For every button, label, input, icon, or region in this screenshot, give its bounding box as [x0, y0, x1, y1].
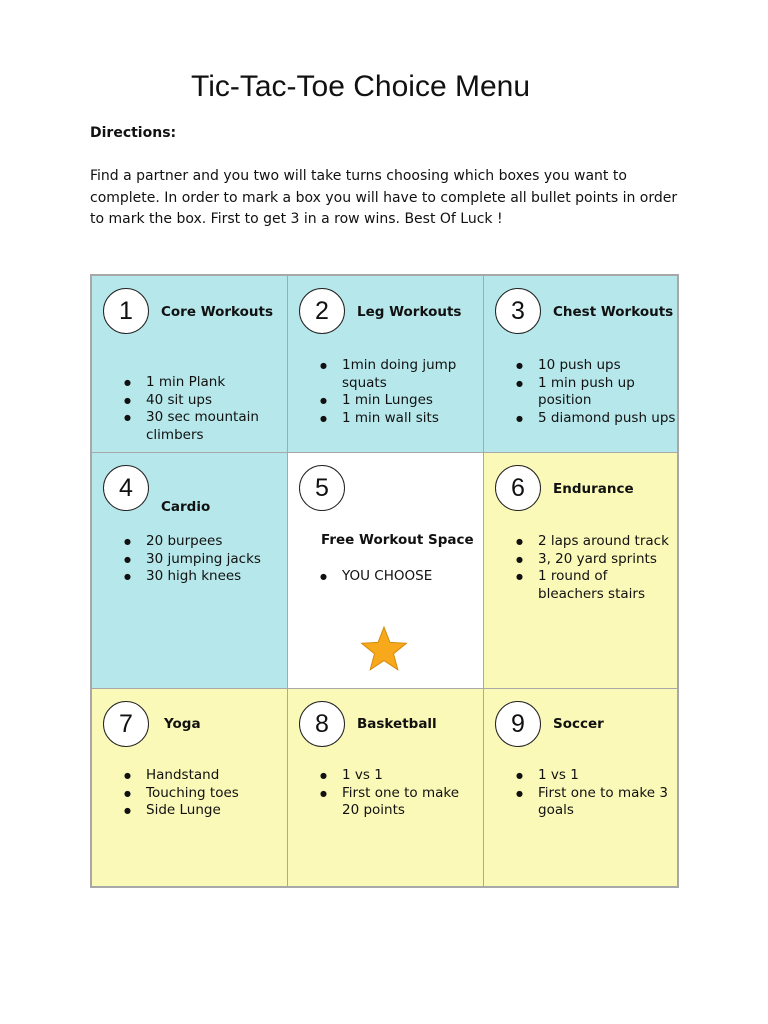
cell-heading: Yoga [164, 716, 201, 732]
list-item: ● 30 high knees [146, 568, 261, 586]
cell-3[interactable] [484, 276, 677, 453]
cell-heading: Chest Workouts [553, 304, 674, 320]
list-item: ● 3, 20 yard sprints [538, 551, 669, 569]
cell-number-badge: 4 [103, 465, 149, 511]
cell-7[interactable] [92, 689, 288, 886]
cell-2[interactable] [288, 276, 484, 453]
cell-heading: Core Workouts [161, 304, 274, 320]
cell-9[interactable] [484, 689, 677, 886]
list-item: ● 1 vs 1 [538, 767, 668, 785]
cell-number-badge: 5 [299, 465, 345, 511]
list-item: ● 1 vs 1 [342, 767, 477, 785]
bullet-list [538, 533, 669, 603]
page-title: Tic-Tac-Toe Choice Menu [191, 70, 531, 103]
bullet-list [538, 357, 675, 427]
list-item: ● YOU CHOOSE [342, 568, 432, 586]
cell-heading: Basketball [357, 716, 437, 732]
cell-heading: Soccer [553, 716, 604, 732]
list-item: ● 10 push ups [538, 357, 675, 375]
directions-label: Directions: [90, 125, 177, 141]
cell-6[interactable] [484, 453, 677, 689]
list-item: ● 1 min push up position [538, 375, 648, 410]
bullet-list [146, 533, 261, 586]
cell-number-badge: 2 [299, 288, 345, 334]
list-item: ● 40 sit ups [146, 392, 266, 410]
list-item: ● 20 burpees [146, 533, 261, 551]
cell-number-badge: 9 [495, 701, 541, 747]
star-icon [360, 625, 408, 673]
cell-heading: Cardio [161, 499, 211, 515]
cell-number-badge: 1 [103, 288, 149, 334]
list-item: ● 1 min wall sits [342, 410, 462, 428]
choice-grid [90, 274, 679, 888]
bullet-list [146, 767, 239, 820]
bullet-list [538, 767, 668, 820]
cell-number-badge: 3 [495, 288, 541, 334]
cell-4[interactable] [92, 453, 288, 689]
bullet-list [342, 767, 477, 820]
cell-number-badge: 7 [103, 701, 149, 747]
list-item: ● 1 min Plank [146, 374, 266, 392]
list-item: ● First one to make 3 goals [538, 785, 668, 820]
list-item: ● Touching toes [146, 785, 239, 803]
bullet-list [342, 357, 462, 427]
list-item: ● 1 min Lunges [342, 392, 462, 410]
cell-number-badge: 8 [299, 701, 345, 747]
list-item: ● 2 laps around track [538, 533, 669, 551]
list-item: ● Handstand [146, 767, 239, 785]
directions-text: Find a partner and you two will take turns choosing which boxes you want to complete. In order to mark a box you will have to complete all bullet points in order to mark the box. First to get 3 in a row wins. Best Of Luck ! [90, 168, 678, 227]
list-item: ● 1 round of bleachers stairs [538, 568, 648, 603]
cell-5[interactable] [288, 453, 484, 689]
cell-heading: Leg Workouts [357, 304, 462, 320]
list-item: ● 5 diamond push ups [538, 410, 675, 428]
list-item: ● 1min doing jump squats [342, 357, 462, 392]
cell-8[interactable] [288, 689, 484, 886]
cell-heading: Free Workout Space [321, 532, 474, 548]
bullet-list [146, 374, 266, 444]
cell-1[interactable] [92, 276, 288, 453]
cell-heading: Endurance [553, 481, 634, 497]
cell-number-badge: 6 [495, 465, 541, 511]
list-item: ● 30 sec mountain climbers [146, 409, 266, 444]
list-item: ● First one to make 20 points [342, 785, 477, 820]
list-item: ● 30 jumping jacks [146, 551, 261, 569]
list-item: ● Side Lunge [146, 802, 239, 820]
bullet-list [342, 568, 432, 586]
